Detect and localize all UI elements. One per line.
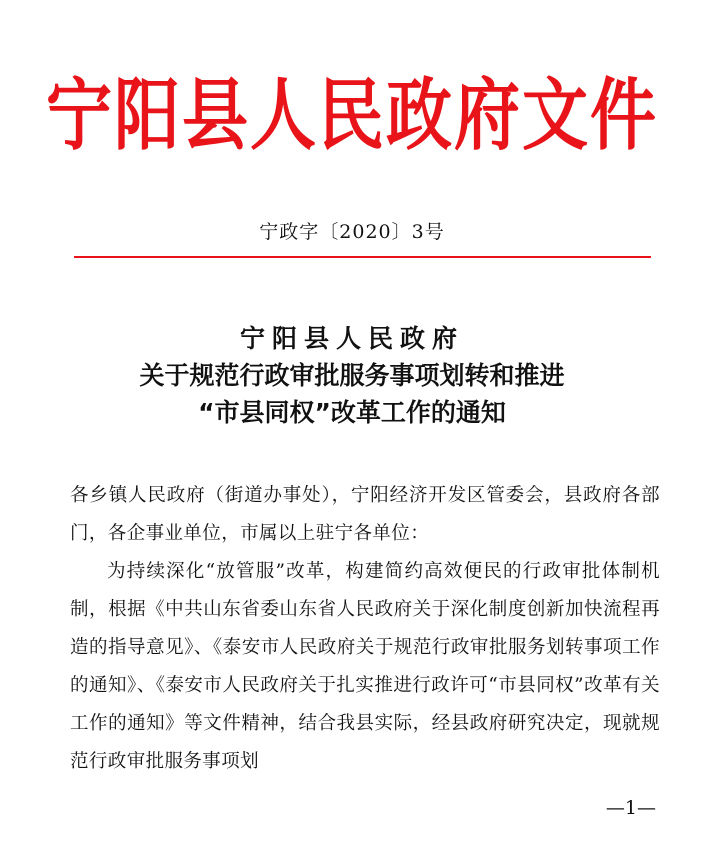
document-number: 宁政字〔2020〕3号 xyxy=(259,221,445,243)
red-divider-line xyxy=(74,256,651,258)
addressee-paragraph: 各乡镇人民政府（街道办事处），宁阳经济开发区管委会，县政府各部门，各企事业单位，市属以上驻宁各单位： xyxy=(70,485,660,544)
body-paragraph-1: 为持续深化“放管服”改革，构建简约高效便民的行政审批体制机制，根据《中共山东省委山东省人民政府关于深化制度创新加快流程再造的指导意见》、《泰安市人民政府关于规范行政审批服务划转事项工作的通知》、《泰安市人民政府关于扎实推进行政许可“市县同权”改革有关工作的通知》等文件精神，结合我县实际，经县政府研究决定，现就规范行政审批服务事项划 xyxy=(70,561,660,772)
notice-title-line-3: “市县同权”改革工作的通知 xyxy=(198,398,506,427)
notice-title-line-1: 宁阳县人民政府 xyxy=(239,324,464,353)
notice-title xyxy=(0,320,704,431)
notice-title-line-2: 关于规范行政审批服务事项划转和推进 xyxy=(139,361,565,390)
masthead-title: 宁阳县人民政府文件 xyxy=(46,69,658,162)
page-number: —1— xyxy=(605,797,656,819)
notice-body xyxy=(70,477,660,781)
